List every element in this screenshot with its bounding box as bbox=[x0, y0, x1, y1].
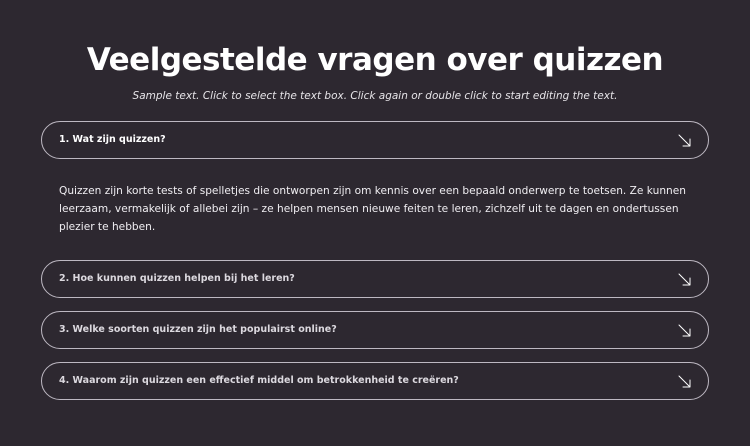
arrow-down-right-icon[interactable] bbox=[678, 134, 691, 147]
arrow-down-right-icon[interactable] bbox=[678, 375, 691, 388]
arrow-down-right-icon[interactable] bbox=[678, 324, 691, 337]
faq-item-3[interactable] bbox=[41, 311, 709, 349]
arrow-down-right-icon[interactable] bbox=[678, 273, 691, 286]
page-subtitle[interactable]: Sample text. Click to select the text box. Click again or double click to start editing the text. bbox=[132, 90, 618, 102]
faq-item-1[interactable] bbox=[41, 121, 709, 159]
faq-question-1: 1. Wat zijn quizzen? bbox=[59, 134, 166, 145]
page-title: Veelgestelde vragen over quizzen bbox=[86, 42, 664, 78]
faq-answer-1: Quizzen zijn korte tests of spelletjes die ontworpen zijn om kennis over een bepaald onderwerp te toetsen. Ze kunnen leerzaam, vermakelijk of allebei zijn – ze helpen mensen nieuwe feiten te leren, zichzelf uit te dagen en ondertussen plezier te hebben. bbox=[59, 185, 686, 233]
faq-question-2: 2. Hoe kunnen quizzen helpen bij het leren? bbox=[59, 273, 295, 284]
faq-item-4[interactable] bbox=[41, 362, 709, 400]
faq-question-4: 4. Waarom zijn quizzen een effectief middel om betrokkenheid te creëren? bbox=[59, 375, 459, 386]
faq-item-2[interactable] bbox=[41, 260, 709, 298]
faq-question-3: 3. Welke soorten quizzen zijn het populairst online? bbox=[59, 324, 337, 335]
